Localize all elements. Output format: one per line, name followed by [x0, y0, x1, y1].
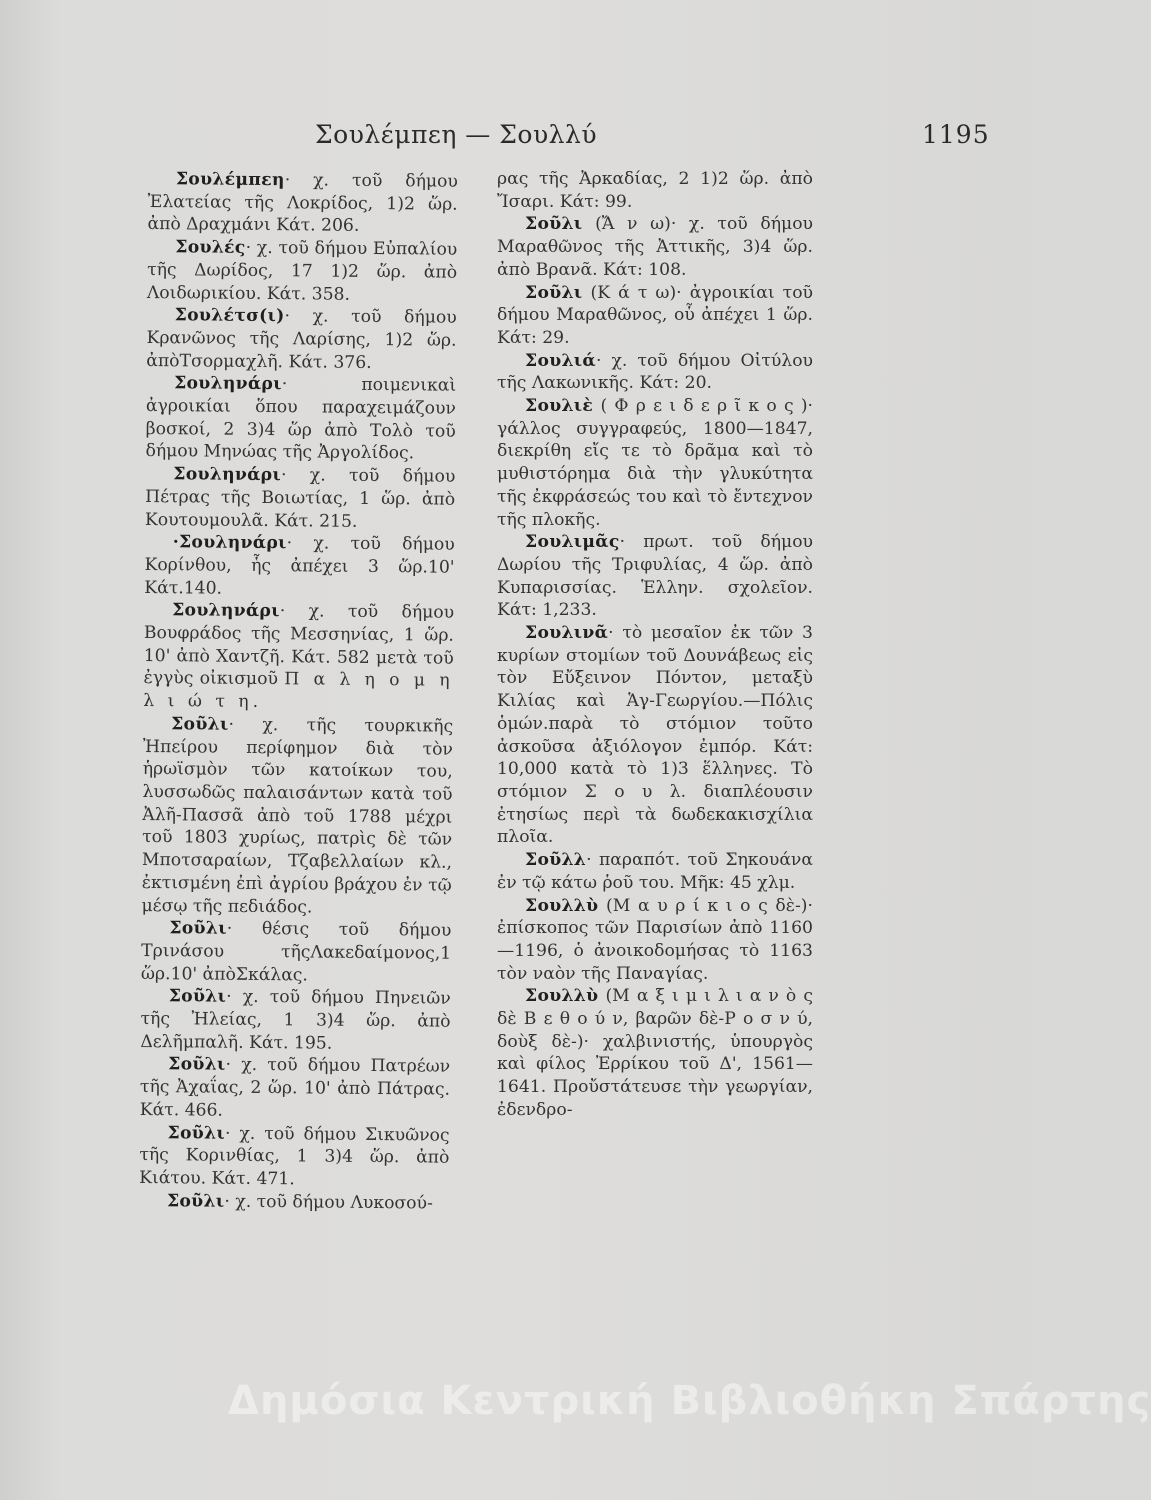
entry	[145, 372, 456, 466]
entry-headword: Σουληνάρι	[174, 373, 282, 395]
entry	[143, 599, 454, 715]
entry	[146, 304, 457, 375]
entry-headword: Σουληνάρι	[173, 464, 282, 486]
entry-headword: Σοῦλι	[525, 282, 583, 303]
entry-text: · χ. τοῦ δήμου Πηνειῶν τῆς Ἠλείας, 1 3)4 ὥρ. ἀπὸ Δελῆμπαλῆ. Κάτ. 195.	[140, 987, 451, 1054]
entry-headword: Σουλιά	[525, 350, 596, 371]
entry-headword: Σουλιμᾶς	[525, 532, 620, 553]
entry-text: · χ. τοῦ δήμου Πατρέων τῆς Ἀχαΐας, 2 ὥρ. 10' ἀπὸ Πάτρας. Κάτ. 466.	[139, 1055, 451, 1121]
entry-text: · χ. τοῦ δήμου Βουφράδος τῆς Μεσσηνίας, 1 ὥρ. 10' ἀπὸ Χαντζῆ. Κάτ. 582 μετὰ τοῦ ἐγγὺς οἰκισμοῦ	[143, 601, 455, 690]
entry	[497, 531, 813, 622]
entry-headword: Σουλλὺ	[525, 895, 599, 916]
left-column	[139, 168, 458, 1215]
entry-headword: Σουλέτσ(ι)	[174, 305, 285, 327]
entry-text: · παραπότ. τοῦ Σηκουάνα ἐν τῷ κάτω ῥοῦ του. Μῆκ: 45 χλμ.	[497, 850, 813, 893]
entry	[141, 713, 453, 920]
entry	[147, 236, 458, 307]
entry-text: · πρωτ. τοῦ δήμου Δωρίου τῆς Τριφυλίας, 4 ὥρ. ἀπὸ Κυπαρισσίας. Ἑλλην. σχολεῖον. Κάτ: 1,233.	[497, 532, 813, 621]
entry-headword: Σοῦλι	[525, 214, 583, 235]
entry-headword: ·Σουληνάρι	[172, 532, 287, 554]
entry-text: · χ. τοῦ δήμου Λυκοσού-	[224, 1191, 433, 1214]
entry-headword: Σουληνάρι	[172, 600, 280, 622]
running-title: Σουλέμπεη — Σουλλύ	[315, 120, 598, 149]
entry	[139, 1121, 450, 1192]
entry-text: (Μ α υ ρ ί κ ι ο ς δὲ-)· ἐπίσκοπος τῶν Παρισίων ἀπὸ 1160—1196, ὁ ἀνοικοδομήσας τὸ 1163 τὸν ναὸν τῆς Παναγίας.	[497, 895, 813, 984]
entry-text: · ποιμενικαὶ ἀγροικίαι ὅπου παραχειμάζουν βοσκοί, 2 3)4 ὥρ ἀπὸ Τολὸ τοῦ δήμου Μηνώας τῆς Ἀργολίδος.	[145, 374, 457, 464]
entry	[140, 985, 451, 1056]
entry-text: · θέσις τοῦ δήμου Τρινάσου τῆςΛακεδαίμονος,1 ὥρ.10' ἀπὸΣκάλας.	[140, 918, 452, 986]
entry-headword: Σουλινᾶ	[525, 623, 609, 644]
entry-text: (Ἄ ν ω)· χ. τοῦ δήμου Μαραθῶνος τῆς Ἀττικῆς, 3)4 ὥρ. ἀπὸ Βρανᾶ. Κάτ: 108.	[497, 214, 813, 280]
entry	[147, 168, 458, 239]
entry-text: · τὸ μεσαῖον ἐκ τῶν 3 κυρίων στομίων τοῦ Δουνάβεως εἰς τὸν Εὔξεινον Πόντον, μεταξὺ Κιλίας καὶ Ἁγ-Γεωργίου.—Πόλις ὁμών.παρὰ τὸ στόμιον τοῦτο ἀσκοῦσα ἀξιόλογον ἐμπόρ. Κάτ: 10,000 κατὰ τὸ 1)3 ἕλληνες. Τὸ στόμιον Σ ο υ λ. διαπλέουσιν ἐτησίως περὶ τὰ δωδεκακισχίλια πλοῖα.	[497, 623, 813, 848]
entry	[497, 350, 813, 395]
entry-text: ρας τῆς Ἀρκαδίας, 2 1)2 ὥρ. ἀπὸ Ἴσαρι. Κάτ: 99.	[497, 169, 813, 212]
entry-text: · χ. τοῦ δήμου Ἐλατείας τῆς Λοκρίδος, 1)2 ὥρ. ἀπὸ Δραχμάνι Κάτ. 206.	[147, 170, 458, 237]
right-column	[497, 168, 813, 1122]
entry	[497, 213, 813, 281]
entry-headword: Σοῦλι	[169, 918, 227, 939]
entry-headword: Σοῦλι	[168, 1054, 226, 1076]
entry	[140, 1053, 451, 1124]
entry	[497, 895, 813, 986]
entry	[144, 531, 455, 602]
entry-text: · χ. τοῦ δήμου Εὐπαλίου τῆς Δωρίδος, 17 1)2 ὥρ. ἀπὸ Λοιδωρικίου. Κάτ. 358.	[146, 237, 458, 305]
entry	[139, 1190, 449, 1215]
entry-text: · χ. τοῦ δήμου Κορίνθου, ἧς ἀπέχει 3 ὥρ.10' Κάτ.140.	[144, 533, 455, 599]
entry	[497, 622, 813, 849]
entry	[145, 463, 456, 534]
entry-continuation	[497, 168, 813, 213]
entry-headword: Σοῦλι	[167, 1122, 226, 1144]
entry-headword: Σουλιὲ	[525, 396, 594, 417]
entry-text: · χ. τοῦ δήμου Σικυῶνος τῆς Κορινθίας, 1 3)4 ὥρ. ἀπὸ Κιάτου. Κάτ. 471.	[139, 1123, 450, 1190]
entry-spaced-name: Π α λ η ο μ η λ ι ώ τ η.	[143, 669, 454, 713]
entry-headword: Σοῦλι	[166, 1190, 225, 1212]
entry-headword: Σοῦλι	[171, 714, 229, 735]
entry-text: · χ. τοῦ δήμου Οἰτύλου τῆς Λακωνικῆς. Κάτ: 20.	[497, 350, 813, 394]
entry	[497, 849, 813, 894]
entry-headword: Σοῦλλ	[525, 850, 587, 871]
library-watermark: Δημόσια Κεντρική Βιβλιοθήκη Σπάρτης	[228, 1378, 1151, 1424]
entry-text: (Κ ά τ ω)· ἀγροικίαι τοῦ δήμου Μαραθῶνος, οὗ ἀπέχει 1 ὥρ. Κάτ: 29.	[497, 282, 813, 348]
page-number: 1195	[922, 120, 990, 149]
entry	[497, 395, 813, 531]
entry-text: · χ. τοῦ δήμου Πέτρας τῆς Βοιωτίας, 1 ὥρ. ἀπὸ Κουτουμουλᾶ. Κάτ. 215.	[144, 465, 456, 532]
entry	[497, 985, 813, 1121]
entry	[141, 917, 452, 988]
entry-text: ( Φ ρ ε ι δ ε ρ ῖ κ ο ς )· γάλλος συγγραφεύς, 1800—1847, διεκρίθη εἴς τε τὸ δρᾶμα καὶ τὸ μυθιστόρημα διὰ τὴν γλυκύτητα τῆς ἐκφράσεώς του καὶ τὸ ἔντεχνον τῆς πλοκῆς.	[497, 396, 813, 530]
entry-text: (Μ α ξ ι μ ι λ ι α ν ὸ ς δὲ Β ε θ ο ύ ν, βαρῶν δὲ-Ρ ο σ ν ύ, δοὺξ δὲ-)· χαλβινιστής, ὑπουργὸς καὶ φίλος Ἐρρίκου τοῦ Δ', 1561—1641. Προὔστάτευσε τὴν γεωργίαν, ἐδενδρο-	[497, 986, 813, 1120]
entry-text: · χ. τοῦ δήμου Κρανῶνος τῆς Λαρίσης, 1)2 ὥρ. ἀπὸΤσορμαχλῆ. Κάτ. 376.	[146, 306, 457, 373]
entry-text: · χ. τῆς τουρκικῆς Ἠπείρου περίφημον διὰ τὸν ἡρωϊσμὸν τῶν κατοίκων του, λυσσωδῶς παλαισάντων κατὰ τοῦ Ἀλῆ-Πασσᾶ ἀπὸ τοῦ 1788 μέχρι τοῦ 1803 χυρίως, πατρὶς δὲ τῶν Μποτσαραίων, Τζαβελλαίων κλ., ἐκτισμένη ἐπὶ ἀγρίου βράχου ἐν τῷ μέσῳ τῆς πεδιάδος.	[141, 714, 454, 917]
running-header	[0, 120, 1032, 160]
entry-headword: Σουλλὺ	[525, 986, 599, 1007]
entry	[497, 282, 813, 350]
entry-headword: Σοῦλι	[168, 986, 227, 1008]
entry-headword: Σουλέμπεη	[175, 169, 285, 191]
entry-headword: Σουλές	[175, 237, 246, 258]
